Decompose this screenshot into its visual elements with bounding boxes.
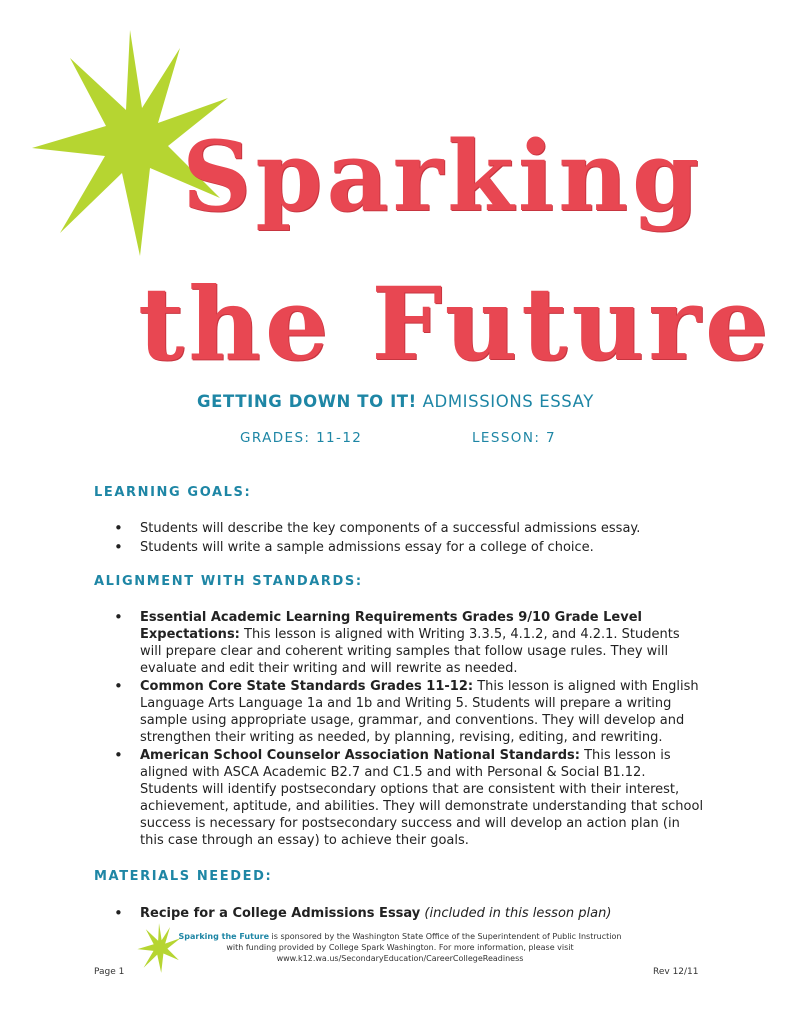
logo-title-the-future: the Future [138,265,773,383]
footer-line1: is sponsored by the Washington State Office of the Superintendent of Public Instruction [269,932,622,941]
footer-line2: with funding provided by College Spark Washington. For more information, please visit [226,943,574,952]
logo-title-sparking: Sparking [182,120,704,233]
list-item: • Students will describe the key components of a successful admissions essay. [114,520,674,537]
subtitle-bold: GETTING DOWN TO IT! [197,392,417,411]
standard-title: Essential Academic Learning Requirements Grades 9/10 Grade Level Expectations: [140,610,642,642]
page-number: Page 1 [94,967,125,977]
footer-url[interactable]: www.k12.wa.us/SecondaryEducation/CareerCollegeReadiness [276,954,524,963]
list-item: • Students will write a sample admissions essay for a college of choice. [114,539,674,556]
materials-list [114,905,704,924]
standard-text: This lesson is aligned with English Language Arts Language 1a and 1b and Writing 5. Students will prepare a writing sample using appropriate usage, grammar, and conventions. They will develop and strengthen their writing as needed, by planning, revising, editing, and rewriting. [140,679,699,745]
lesson-subtitle [0,392,791,411]
list-item [114,609,704,677]
material-title: Recipe for a College Admissions Essay [140,906,421,921]
learning-goals-heading: LEARNING GOALS: [94,485,252,500]
list-item [114,678,704,746]
grades-label: GRADES: 11-12 [240,430,363,446]
footer-brand: Sparking the Future [178,932,270,941]
materials-heading: MATERIALS NEEDED: [94,869,273,884]
subtitle-rest: ADMISSIONS ESSAY [416,392,594,411]
standard-text: This lesson is aligned with Writing 3.3.5, 4.1.2, and 4.2.1. Students will prepare clear and coherent writing samples that follow usage rules. They will evaluate and edit their writing and will rewrite as needed. [140,627,680,676]
standard-text: This lesson is aligned with ASCA Academic B2.7 and C1.5 and with Personal & Social B1.12. Students will identify postsecondary options that are consistent with their interest, achievement, aptitude, and abilities. They will demonstrate understanding that school success is necessary for postsecondary success and will develop an action plan (in this case through an essay) to achieve their goals. [140,748,704,848]
list-item [114,905,704,922]
list-item [114,747,704,849]
revision-label: Rev 12/11 [653,967,699,977]
lesson-label: LESSON: 7 [472,430,556,446]
alignment-heading: ALIGNMENT WITH STANDARDS: [94,574,363,589]
learning-goals-list [114,520,674,558]
standard-title: American School Counselor Association National Standards: [140,748,580,763]
alignment-list [114,609,704,850]
footer-sponsor-text [150,931,650,964]
standard-title: Common Core State Standards Grades 11-12: [140,679,474,694]
material-note: (included in this lesson plan) [420,906,612,921]
